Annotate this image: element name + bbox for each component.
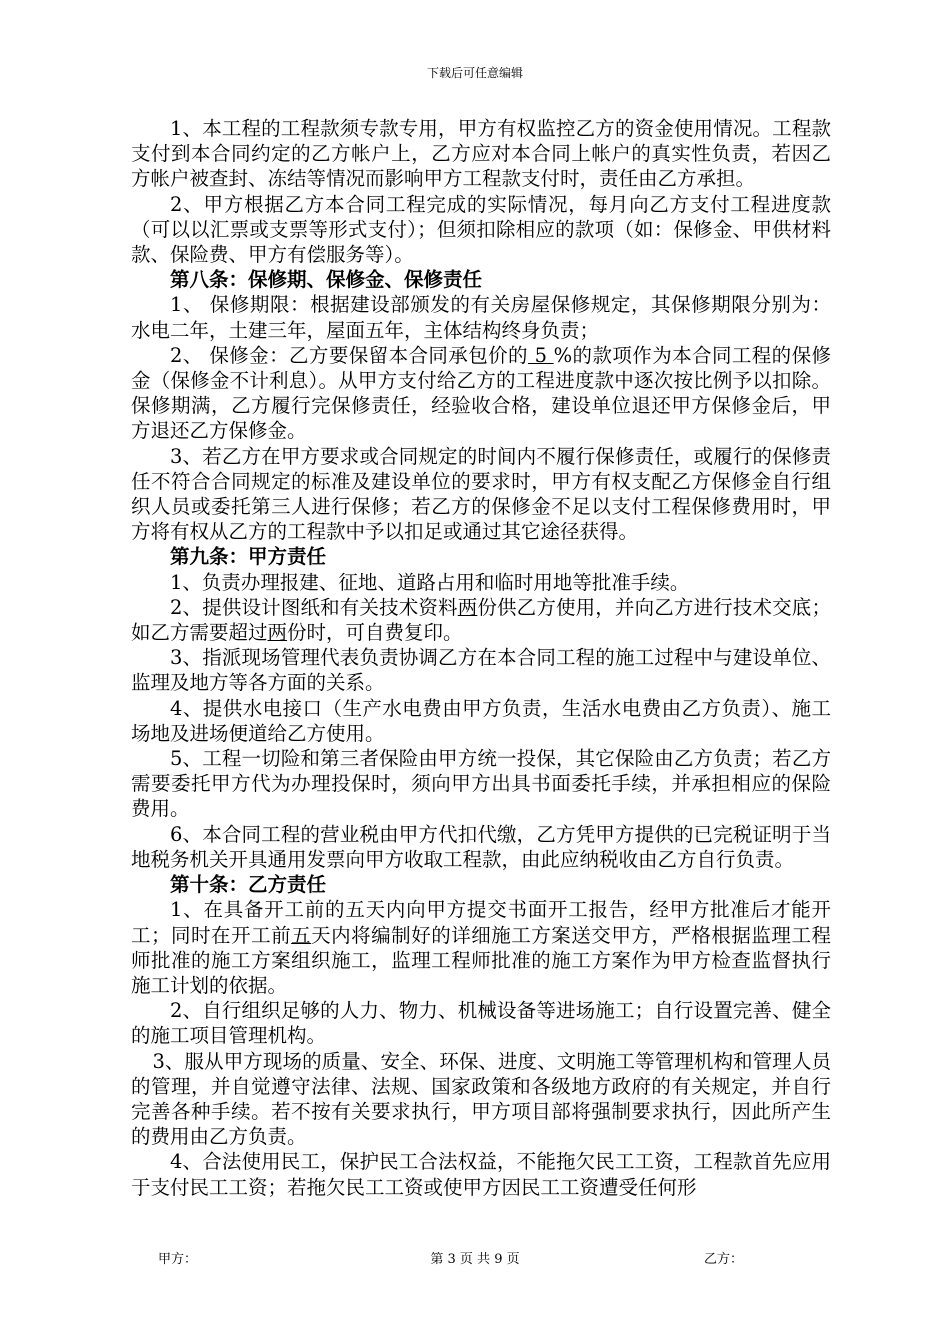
article-8-clause-2 [131,343,831,444]
article-9-clause-6: 6、本合同工程的营业税由甲方代扣代缴，乙方凭甲方提供的已完税证明于当地税务机关开具通用发票向甲方收取工程款，由此应纳税收由乙方自行负责。 [131,822,831,871]
article-8-clause-1: 1、 保修期限：根据建设部颁发的有关房屋保修规定，其保修期限分别为：水电二年，土建三年，屋面五年，主体结构终身负责； [131,293,831,342]
page-number: 第 3 页 共 9 页 [430,1252,520,1267]
page-footer [0,1248,950,1268]
clause-text: 1、在具备开工前的五天内向甲方提交书面开工报告，经甲方批准后才能开工；同时在开工前 [131,898,831,947]
party-b-label: 乙方： [704,1252,744,1267]
article-9-clause-4: 4、提供水电接口（生产水电费由甲方负责，生活水电费由乙方负责）、施工场地及进场便道给乙方使用。 [131,696,831,745]
article-9-clause-5: 5、工程一切险和第三者保险由甲方统一投保，其它保险由乙方负责；若乙方需要委托甲方代为办理投保时，须向甲方出具书面委托手续，并承担相应的保险费用。 [131,747,831,821]
document-body [131,116,831,1200]
article-8-clause-3: 3、若乙方在甲方要求或合同规定的时间内不履行保修责任，或履行的保修责任不符合合同规定的标准及建设单位的要求时，甲方有权支配乙方保修金自行组织人员或委托第三人进行保修；若乙方的保修金不足以支付工程保修费用时，甲方将有权从乙方的工程款中予以扣足或通过其它途径获得。 [131,444,831,544]
retention-percentage: 5 [527,343,554,367]
payment-clause-1: 1、本工程的工程款须专款专用，甲方有权监控乙方的资金使用情况。工程款支付到本合同约定的乙方帐户上，乙方应对本合同上帐户的真实性负责，若因乙方帐户被查封、冻结等情况而影响甲方工程款支付时，责任由乙方承担。 [131,117,831,191]
article-10-clause-4: 4、合法使用民工，保护民工合法权益，不能拖欠民工工资，工程款首先应用于支付民工工资；若拖欠民工工资或使甲方因民工工资遭受任何形 [131,1150,831,1199]
clause-text: 份时，可自费复印。 [287,621,463,645]
article-10-clause-1 [131,897,831,998]
article-10-heading: 第十条：乙方责任 [170,873,327,897]
copies-count: 两 [457,595,478,619]
payment-clause-2: 2、甲方根据乙方本合同工程完成的实际情况，每月向乙方支付工程进度款（可以以汇票或支票等形式支付）；但须扣除相应的款项（如：保修金、甲供材料款、保险费、甲方有偿服务等）。 [131,192,831,267]
clause-text: 天内将编制好的详细施工方案送交甲方，严格根据监理工程师批准的施工方案组织施工，监理工程师批准的施工方案作为甲方检查监督执行施工计划的依据。 [131,923,831,997]
clause-text: %的款项作为本合同工程的保修金（保修金不计利息）。从甲方支付给乙方的工程进度款中逐次按比例予以扣除。保修期满，乙方履行完保修责任，经验收合格，建设单位退还甲方保修金后，甲方退还乙方保修金。 [131,343,832,443]
article-9-clause-2 [131,595,831,645]
clause-text: 2、提供设计图纸和有关技术资料 [170,595,458,619]
party-a-label: 甲方： [158,1252,198,1267]
clause-text: 2、 保修金：乙方要保留本合同承包价的 [170,343,528,367]
page-header: 下载后可任意编辑 [426,66,523,80]
article-10-clause-2: 2、自行组织足够的人力、物力、机械设备等进场施工；自行设置完善、健全的施工项目管理机构。 [131,999,831,1048]
article-9-clause-3: 3、指派现场管理代表负责协调乙方在本合同工程的施工过程中与建设单位、监理及地方等各方面的关系。 [131,646,831,695]
article-10-clause-3: 3、服从甲方现场的质量、安全、环保、进度、文明施工等管理机构和管理人员的管理，并自觉遵守法律、法规、国家政策和各级地方政府的有关规定，并自行完善各种手续。若不按有关要求执行，甲方项目部将强制要求执行，因此所产生的费用由乙方负责。 [131,1049,831,1149]
article-9-heading: 第九条：甲方责任 [170,545,327,569]
copies-limit: 两 [267,621,288,645]
article-9-clause-1: 1、负责办理报建、征地、道路占用和临时用地等批准手续。 [170,570,690,594]
days-count: 五 [291,923,312,947]
clause-text: 份供乙方使用，并向乙方进行技术交底；如乙方需要超过 [131,595,831,645]
article-8-heading: 第八条：保修期、保修金、保修责任 [170,268,483,292]
